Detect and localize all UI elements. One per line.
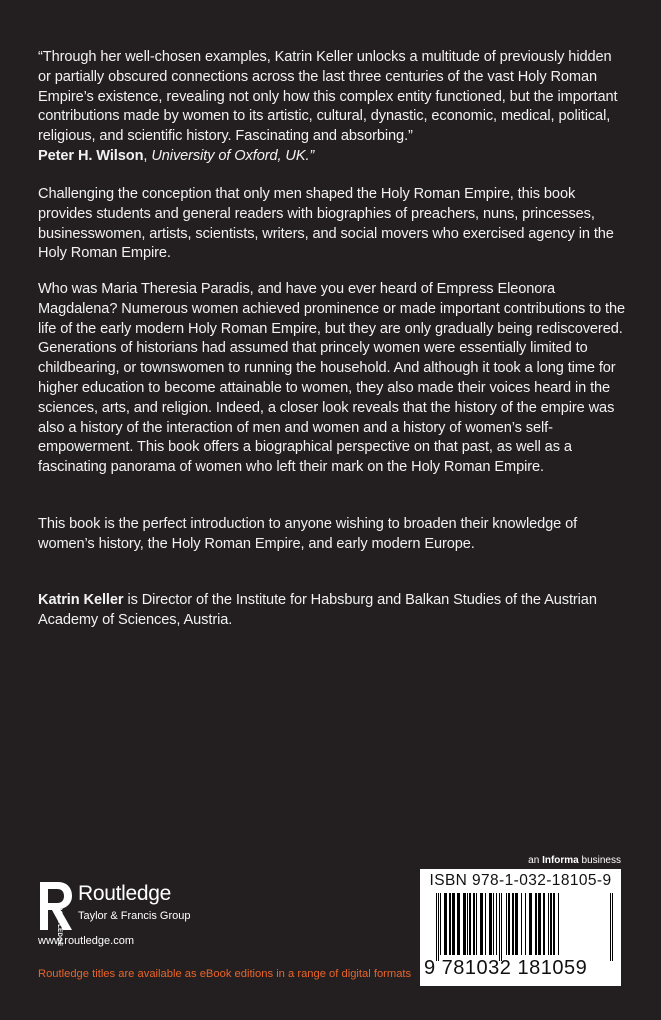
informa-prefix: an [528, 855, 543, 866]
barcode-bar [476, 893, 477, 955]
barcode-bar [469, 893, 471, 955]
publisher-group: Taylor & Francis Group [78, 910, 191, 922]
barcode-bar [506, 893, 507, 955]
barcode-bar [485, 893, 486, 955]
author-bio [38, 591, 630, 631]
description-text-2: Who was Maria Theresia Paradis, and have you ever heard of Empress Eleonora Magdalena? Numerous women achieved prominence or made important contributions to the life of the early modern Holy Roman Empire, but they are only gradually being rediscovered. Generations of historians had assumed that princely women were essentially limited to childbearing, or townswomen to running the household. And although it took a long time for higher education to become attainable to women, they also made their voices heard in the sciences, arts, and religion. Indeed, a closer look reveals that the history of the empire was also a history of the interaction of men and women and a history of women’s self-empowerment. This book offers a biographical perspective on that past, as well as a fascinating panorama of women who left their mark on the Holy Roman Empire. [38, 281, 626, 476]
barcode-bar [480, 893, 483, 955]
barcode-guard-bar [501, 893, 502, 961]
barcode-bar [553, 893, 555, 955]
barcode-bar [467, 893, 468, 955]
barcode-bar [449, 893, 451, 955]
barcode-guard-bar [438, 893, 439, 961]
barcode-bar [444, 893, 447, 955]
barcode-guard-bar [610, 893, 611, 961]
barcode-icon [436, 893, 616, 961]
barcode-bar [452, 893, 455, 955]
publisher-name: Routledge [78, 882, 172, 905]
barcode-bar [529, 893, 532, 955]
barcode-bar [535, 893, 537, 955]
informa-suffix: business [578, 855, 621, 866]
informa-tagline [528, 855, 621, 866]
barcode-bar [440, 893, 441, 955]
barcode-guard-bar [612, 893, 613, 961]
bio-text: is Director of the Institute for Habsburg and Balkan Studies of the Austrian Academy of Sciences, Austria. [38, 592, 597, 628]
description-paragraph-3 [38, 515, 630, 555]
barcode-bar [548, 893, 549, 955]
description-text-3: This book is the perfect introduction to anyone wishing to broaden their knowledge of women’s history, the Holy Roman Empire, and early modern Europe. [38, 516, 578, 552]
barcode-bar [558, 893, 559, 955]
barcode-bar [508, 893, 510, 955]
quote-text: “Through her well-chosen examples, Katrin Keller unlocks a multitude of previously hidden or partially obscured connections across the last three centuries of the vast Holy Roman Empire’s existence, revealing not only how this complex entity functioned, but the important contributions made by women to its artistic, cultural, dynastic, economic, medical, political, religious, and scientific history. Fascinating and absorbing.” [38, 49, 618, 145]
description-text-1: Challenging the conception that only men shaped the Holy Roman Empire, this book provides students and general readers with biographies of preachers, nuns, princesses, businesswomen, artists, scientists, writers, and social movers who exercised agency in the Holy Roman Empire. [38, 186, 614, 262]
barcode-digits: 9 781032 181059 [424, 957, 588, 979]
description-paragraph-1 [38, 185, 630, 264]
barcode-bar [489, 893, 492, 955]
isbn-barcode [420, 869, 621, 986]
barcode-bar [550, 893, 552, 955]
publisher-website: www.routledge.com [38, 935, 134, 947]
isbn-label: ISBN 978-1-032-18105-9 [429, 872, 612, 889]
bio-author-name: Katrin Keller [38, 592, 124, 608]
barcode-bar [515, 893, 518, 955]
logo-side-text: ROUTLEDGE [56, 906, 62, 947]
barcode-bar [525, 893, 526, 955]
barcode-bar [521, 893, 522, 955]
barcode-bar [512, 893, 514, 955]
quote-author: Peter H. Wilson [38, 147, 144, 164]
description-paragraph-2 [38, 280, 630, 478]
barcode-bar [543, 893, 545, 955]
informa-brand: Informa [542, 855, 579, 866]
barcode-bar [496, 893, 497, 955]
barcode-bar [463, 893, 466, 955]
barcode-bar [538, 893, 541, 955]
barcode-bar [493, 893, 494, 955]
ebook-note: Routledge titles are available as eBook editions in a range of digital formats [38, 968, 412, 980]
endorsement-quote: “Through her well-chosen examples, Katrin Keller unlocks a multitude of previously hidden or partially obscured connections across the last three centuries of the vast Holy Roman Empire’s existence, revealing not only how this complex entity functioned, but the important contributions made by women to its artistic, cultural, dynastic, economic, medical, political, religious, and scientific history. Fascinating and absorbing.” Peter H. Wilson, University of Oxford, UK.” [38, 49, 618, 164]
quote-affiliation: University of Oxford, UK.” [151, 147, 315, 164]
barcode-bar [457, 893, 460, 955]
barcode-bar [473, 893, 475, 955]
barcode-guard-bar [499, 893, 500, 961]
barcode-guard-bar [436, 893, 437, 961]
